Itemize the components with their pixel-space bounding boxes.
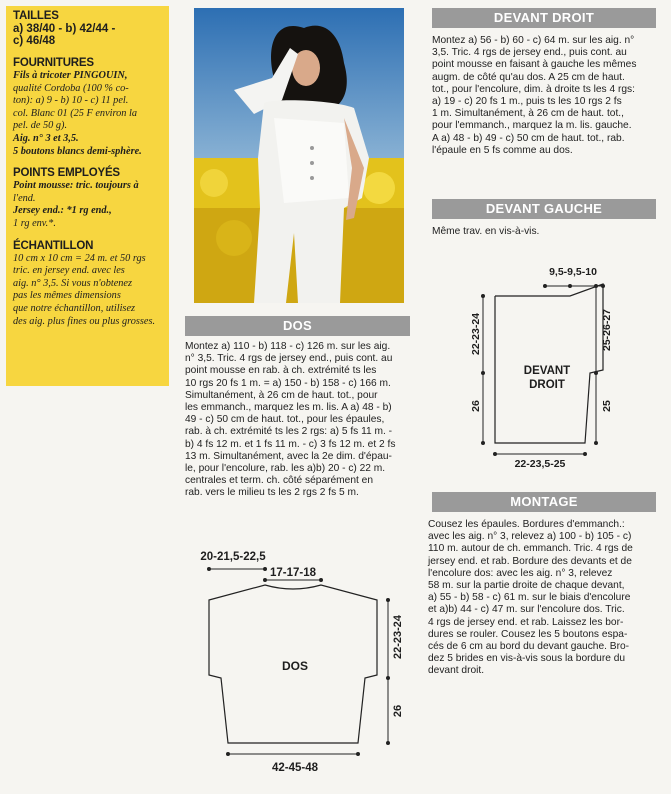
devant-left-lower: 26 [470,400,482,412]
devant-label-2: DROIT [529,379,565,391]
fournitures-line: Aig. n° 3 et 3,5. [13,132,79,144]
text-line: a) 55 - b) 58 - c) 61 m. sur le biais d'encolure [428,592,631,604]
dos-schema [185,545,415,780]
text-line: A a) 48 - b) 49 - c) 50 cm de haut. tot., rab. [432,132,625,144]
text-line: 110 m. autour de ch. emmanch. Tric. 4 rgs de [428,543,633,555]
dos-right-upper: 22-23-24 [392,614,404,660]
text-line: point mousse en faisant à gauche les mêmes [432,59,637,71]
points-title: POINTS EMPLOYÉS [13,167,120,180]
text-line: augm. de côté qu'au dos. A 25 cm de haut. [432,71,625,83]
devant-right-upper: 25-26-27 [601,308,613,352]
fournitures-line: qualité Cordoba (100 % co- [13,82,129,94]
text-line: 1 m. Simultanément, à 26 cm de haut. tot., [432,108,624,120]
echantillon-line: aig. n° 3,5. Si vous n'obtenez [13,277,133,289]
text-line: centrales et term. ch. côté séparément en [185,475,373,487]
text-line: Montez a) 110 - b) 118 - c) 126 m. sur les aig. [185,341,391,352]
tailles-values [13,23,162,47]
fournitures-line: Fils à tricoter PINGOUIN, [13,70,128,81]
fournitures-line: col. Blanc 01 (25 F environ la [13,107,138,119]
devant-droit-schema [455,258,655,473]
devant-outline [495,284,603,443]
text-line: 58 m. sur la partie droite de chaque devant, [428,580,625,592]
devant-label-1: DEVANT [523,365,571,377]
devant-gauche-header: DEVANT GAUCHE [432,199,656,219]
devant-right-lower: 25 [601,400,613,412]
materials-box [6,6,169,386]
text-line: 49 - c) 50 cm de haut. tot., pour les épaules, [185,414,385,426]
text-line: a) 19 - c) 20 fs 1 m., puis ts les 10 rgs 2 fs [432,96,622,108]
fournitures-line: 5 boutons blancs demi-sphère. [13,145,142,157]
text-line: b) 4 fs 12 m. et 1 fs 11 m. - c) 3 fs 12 m. et 2 fs [185,438,396,450]
tailles-line: c) 46/48 [13,35,56,47]
echantillon-line: des aig. plus fines ou plus grosses. [13,315,156,327]
text-line: 10 rgs 20 fs 1 m. = a) 150 - b) 158 - c) 166 m. [185,377,391,389]
dos-text [185,341,417,500]
dos-label: DOS [281,659,309,673]
echantillon-title: ÉCHANTILLON [13,239,94,252]
devant-droit-text [432,35,664,157]
dos-neck-width: 17-17-18 [269,567,317,579]
text-line: dez 5 brides en vis-à-vis sous la bordure du [428,653,626,665]
points-line: Point mousse: tric. toujours à [13,180,139,192]
text-line: 4 rgs de jersey end. et rab. Laissez les bor- [428,616,624,628]
devant-gauche-text: Même trav. en vis-à-vis. [432,226,540,237]
tailles-title: TAILLES [13,10,59,22]
text-line: point mousse en rab. à ch. extrémité ts les [185,365,377,377]
text-line: dures se rouler. Cousez les 5 boutons espa- [428,628,628,640]
echantillon-line: 10 cm x 10 cm = 24 m. et 50 rgs [13,252,146,264]
devant-droit-header: DEVANT DROIT [432,8,656,28]
tailles-line: a) 38/40 - b) 42/44 - [13,23,116,35]
text-line: Simultanément, à 26 cm de haut. tot., pour [185,389,378,401]
dos-bottom-width: 42-45-48 [271,762,319,774]
text-line: Montez a) 56 - b) 60 - c) 64 m. sur les aig. n° [432,35,635,46]
text-line: avec les aig. n° 3, relevez a) 100 - b) 105 - c) [428,531,632,543]
points-line: l'end. [13,192,36,204]
echantillon-line: que notre échantillon, utilisez [13,302,136,314]
text-line: Cousez les épaules. Bordures d'emmanch.: [428,519,625,530]
devant-left-upper: 22-23-24 [470,312,482,356]
model-photo [194,8,404,303]
text-line: et a)b) 44 - c) 47 m. sur l'encolure dos. Tric. [428,604,625,616]
text-line: rab. à ch. extrémité ts les 2 rgs: a) 5 fs 11 m. - [185,426,393,438]
text-line: l'encolure dos: avec les aig. n° 3, relevez [428,567,613,579]
text-line: 13 m. Simultanément, avec la 2e dim. d'épau- [185,450,392,462]
text-line: tot., pour l'encolure, dim. à droite ts les 4 rgs: [432,83,635,95]
devant-bottom-width: 22-23,5-25 [514,458,566,470]
fournitures-title: FOURNITURES [13,57,94,69]
dos-right-lower: 26 [392,704,404,718]
text-line: rab. vers le milieu ts les 2 rgs 2 fs 5 m. [185,487,359,499]
montage-header: MONTAGE [432,492,656,512]
echantillon-line: tric. en jersey end. avec les [13,265,125,277]
text-line: pour l'emmanch., marquez la m. lis. gauche. [432,120,632,132]
text-line: le, pour l'encolure, rab. les a)b) 20 - c) 22 m. [185,463,386,475]
fournitures-line: ton): a) 9 - b) 10 - c) 11 pel. [13,95,129,107]
fournitures-line: pel. de 50 g). [13,120,68,132]
text-line: l'épaule en 5 fs comme au dos. [432,144,573,156]
points-line: 1 rg env.*. [13,217,56,229]
text-line: 3,5. Tric. 4 rgs de jersey end., puis cont. au [432,47,627,59]
text-line: n° 3,5. Tric. 4 rgs de jersey end., puis cont. au [185,353,393,365]
text-line: les emmanch., marquez les m. lis. A a) 48 - b) [185,402,392,414]
montage-text [428,519,664,678]
text-line: cés de 6 cm au bord du devant gauche. Bro- [428,641,630,653]
dos-top-width: 20-21,5-22,5 [200,551,266,563]
devant-top-width: 9,5-9,5-10 [549,266,597,278]
text-line: jersey end. et rab. Bordure des devants et de [428,555,632,567]
text-line: devant droit. [428,665,485,677]
dos-header: DOS [185,316,410,336]
points-line: Jersey end.: *1 rg end., [13,205,112,217]
echantillon-line: pas les mêmes dimensions [13,290,121,302]
